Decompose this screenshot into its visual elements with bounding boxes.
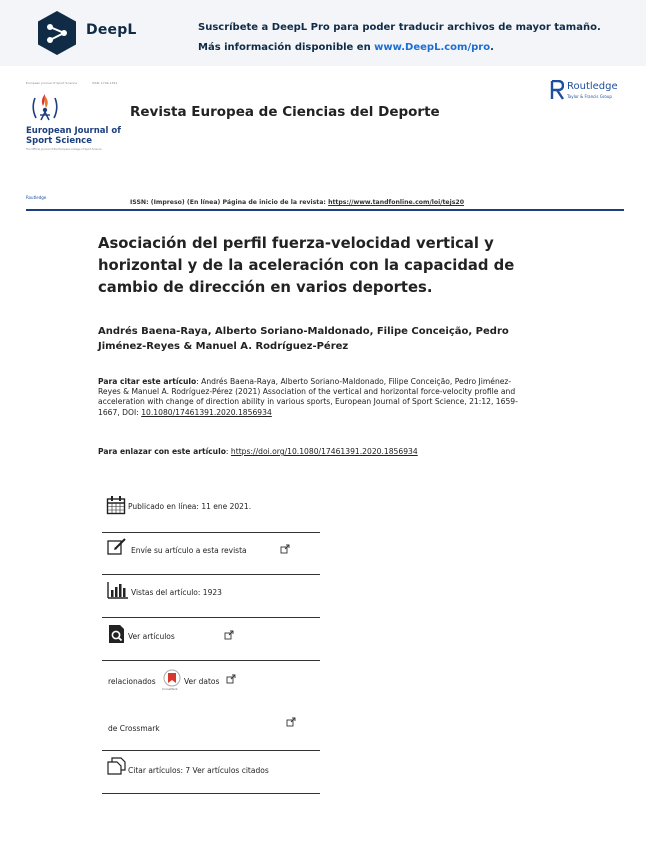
header-divider xyxy=(26,209,624,211)
citation-block xyxy=(98,377,518,418)
tiny-issn-header: ISSN: 1746-1391 xyxy=(92,81,118,85)
item-divider xyxy=(102,617,320,618)
crossmark-badge-label: CrossMark xyxy=(162,687,178,691)
journal-title: Revista Europea de Ciencias del Deporte xyxy=(130,104,440,120)
article-authors: Andrés Baena-Raya, Alberto Soriano-Maldonado, Filipe Conceição, Pedro Jiménez-Reyes & Manuel A. Rodríguez-Pérez xyxy=(98,326,509,352)
ejss-tagline: The Official Journal of the European College of Sport Science xyxy=(26,148,102,151)
link-separator: : xyxy=(225,447,231,456)
banner-subscribe-text: Suscríbete a DeepL Pro para poder traducir archivos de mayor tamaño. xyxy=(198,22,601,33)
crossmark-icon[interactable] xyxy=(163,669,181,687)
issn-line xyxy=(130,199,464,206)
crossmark-link[interactable]: Ver datos xyxy=(184,677,220,686)
item-divider xyxy=(102,750,320,751)
banner-info-prefix: Más información disponible en xyxy=(198,42,375,53)
external-link-icon[interactable] xyxy=(280,544,290,554)
bar-chart-icon xyxy=(107,582,129,599)
cite-doi-link[interactable]: 10.1080/17461391.2020.1856934 xyxy=(141,407,272,417)
related-articles-link-cont[interactable]: relacionados xyxy=(108,677,156,686)
ejss-logo-text: European Journal of Sport Science xyxy=(26,126,121,146)
deepl-brand-name: DeepL xyxy=(86,22,137,38)
external-link-icon[interactable] xyxy=(286,717,296,727)
crossmark-link-cont[interactable]: de Crossmark xyxy=(108,724,160,733)
routledge-name: Routledge xyxy=(567,81,618,92)
cite-text: : Andrés Baena-Raya, Alberto Soriano-Maldonado, Filipe Conceição, Pedro Jiménez-Reyes & Manuel A. Rodríguez-Pérez (2021) Association of the vertical and horizontal force-velocity profile and acceleration with change of direction ability in various sports, European Journal of Sport Science, 21:12, 1659-1667, DOI: xyxy=(98,377,518,417)
submit-article-link[interactable]: Envíe su artículo a esta revista xyxy=(131,546,247,555)
citing-articles-link[interactable]: Citar artículos: 7 Ver artículos citados xyxy=(128,766,269,775)
deepl-logo-icon[interactable] xyxy=(36,10,78,56)
item-divider xyxy=(102,532,320,533)
external-link-icon[interactable] xyxy=(224,630,234,640)
banner-info-text xyxy=(198,42,494,53)
routledge-logo-icon xyxy=(550,80,564,100)
routledge-subtitle: Taylor & Francis Group xyxy=(567,94,612,99)
item-divider xyxy=(102,660,320,661)
article-doi-link[interactable]: https://doi.org/10.1080/17461391.2020.1856934 xyxy=(230,447,418,456)
link-label: Para enlazar con este artículo xyxy=(98,447,226,456)
calendar-icon xyxy=(106,495,126,515)
citing-articles-icon[interactable] xyxy=(107,757,127,775)
issn-prefix: ISSN: (Impreso) (En línea) Página de inicio de la revista: xyxy=(130,199,329,206)
banner-info-suffix: . xyxy=(490,42,494,53)
ejss-emblem-icon xyxy=(30,90,60,124)
edit-icon[interactable] xyxy=(107,537,127,555)
cite-label: Para citar este artículo xyxy=(98,377,197,386)
item-divider xyxy=(102,574,320,575)
item-divider xyxy=(102,793,320,794)
journal-homepage-link[interactable]: https://www.tandfonline.com/loi/tejs20 xyxy=(328,199,465,206)
tiny-journal-header: European Journal of Sport Science xyxy=(26,81,78,85)
external-link-icon[interactable] xyxy=(226,674,236,684)
link-line xyxy=(98,447,538,456)
article-title: Asociación del perfil fuerza-velocidad vertical y horizontal y de la aceleración con la capacidad de cambio de dirección en varios deportes. xyxy=(98,235,515,296)
published-date: Publicado en línea: 11 ene 2021. xyxy=(128,502,252,511)
deepl-pro-link[interactable]: www.DeepL.com/pro xyxy=(374,42,491,53)
article-views: Vistas del artículo: 1923 xyxy=(131,588,222,597)
small-routledge-logo: Routledge xyxy=(26,195,47,200)
related-articles-icon[interactable] xyxy=(107,624,127,644)
related-articles-link[interactable]: Ver artículos xyxy=(128,632,175,641)
